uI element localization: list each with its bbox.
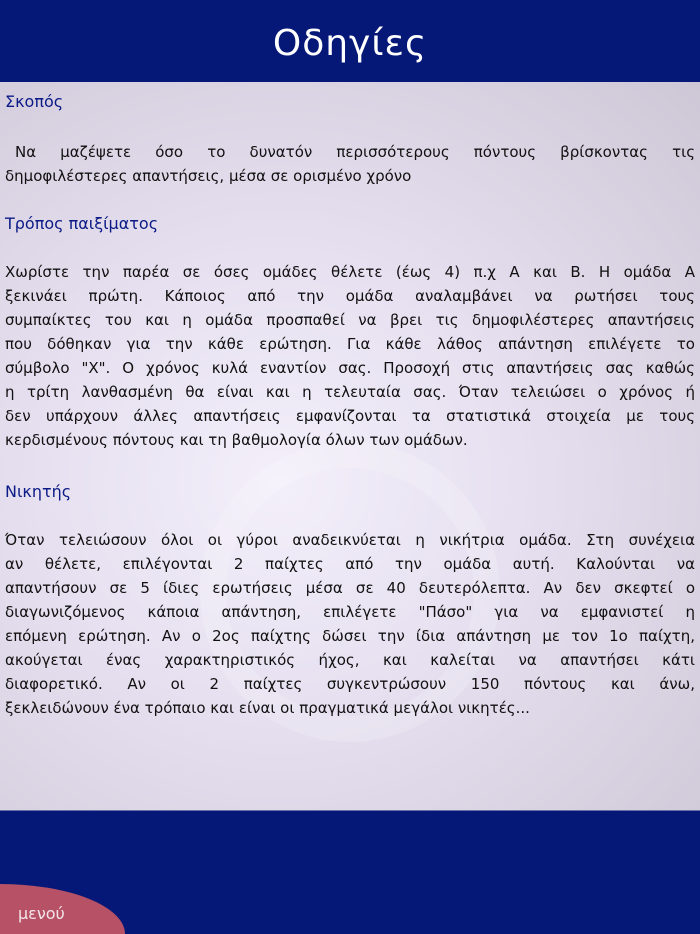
section-heading-gameplay: Τρόπος παιξίματος: [5, 214, 159, 233]
section-text-winner: [5, 528, 695, 720]
text-line: δεν υπάρχουν άλλες απαντήσεις εμφανίζονται τα στατιστικά στοιχεία με τους: [5, 407, 695, 425]
text-line: διαγωνιζόμενος κάποια απάντηση, επιλέγετε "Πάσο" για να εμφανιστεί η: [5, 603, 695, 621]
text-line: συμπαίκτες του και η ομάδα προσπαθεί να βρει τις δημοφιλέστερες απαντήσεις: [5, 311, 695, 329]
text-line: η τρίτη λανθασμένη θα είναι και η τελευταία σας. Όταν τελειώσει ο χρόνος ή: [5, 383, 695, 401]
text-line: ακούγεται ένας χαρακτηριστικός ήχος, και καλείται να απαντήσει κάτι: [5, 651, 695, 669]
instructions-content: [0, 82, 700, 810]
text-line: ξεκλειδώνουν ένα τρόπαιο και είναι οι πραγματικά μεγάλοι νικητές...: [5, 699, 530, 717]
text-line: σύμβολο "Χ". Ο χρόνος κυλά εναντίον σας. Προσοχή στις απαντήσεις σας καθώς: [5, 359, 695, 377]
text-line: δημοφιλέστερες απαντήσεις, μέσα σε ορισμένο χρόνο: [5, 167, 412, 185]
section-text-goal: [5, 140, 695, 188]
text-line: κερδισμένους πόντους και τη βαθμολογία όλων των ομάδων.: [5, 431, 468, 449]
text-line: απαντήσουν σε 5 ίδιες ερωτήσεις μέσα σε 40 δευτερόλεπτα. Αν δεν σκεφτεί ο: [5, 579, 695, 597]
section-heading-winner: Νικητής: [5, 482, 72, 501]
text-line: που δόθηκαν για την κάθε ερώτηση. Για κάθε λάθος απάντηση επιλέγετε το: [5, 335, 695, 353]
page-title: Οδηγίες: [272, 22, 428, 64]
section-text-gameplay: [5, 260, 695, 452]
text-line: Να μαζέψετε όσο το δυνατόν περισσότερους πόντους βρίσκοντας τις: [15, 143, 695, 161]
text-line: διαφορετικό. Αν οι 2 παίχτες συγκεντρώσουν 150 πόντους και άνω,: [5, 675, 695, 693]
text-line: ξεκινάει πρώτη. Κάποιος από την ομάδα αναλαμβάνει να ρωτήσει τους: [5, 287, 695, 305]
section-heading-goal: Σκοπός: [5, 92, 64, 111]
text-line: Όταν τελειώσουν όλοι οι γύροι αναδεικνύεται η νικήτρια ομάδα. Στη συνέχεια: [5, 531, 695, 549]
header: [0, 0, 700, 82]
text-line: αν θέλετε, επιλέγονται 2 παίχτες από την ομάδα αυτή. Καλούνται να: [5, 555, 695, 573]
text-line: Χωρίστε την παρέα σε όσες ομάδες θέλετε (έως 4) π.χ Α και Β. Η ομάδα Α: [5, 263, 695, 281]
menu-button-label[interactable]: μενού: [18, 904, 65, 923]
text-line: επόμενη ερώτηση. Αν ο 2ος παίχτης δώσει την ίδια απάντηση με τον 1ο παίχτη,: [5, 627, 695, 645]
